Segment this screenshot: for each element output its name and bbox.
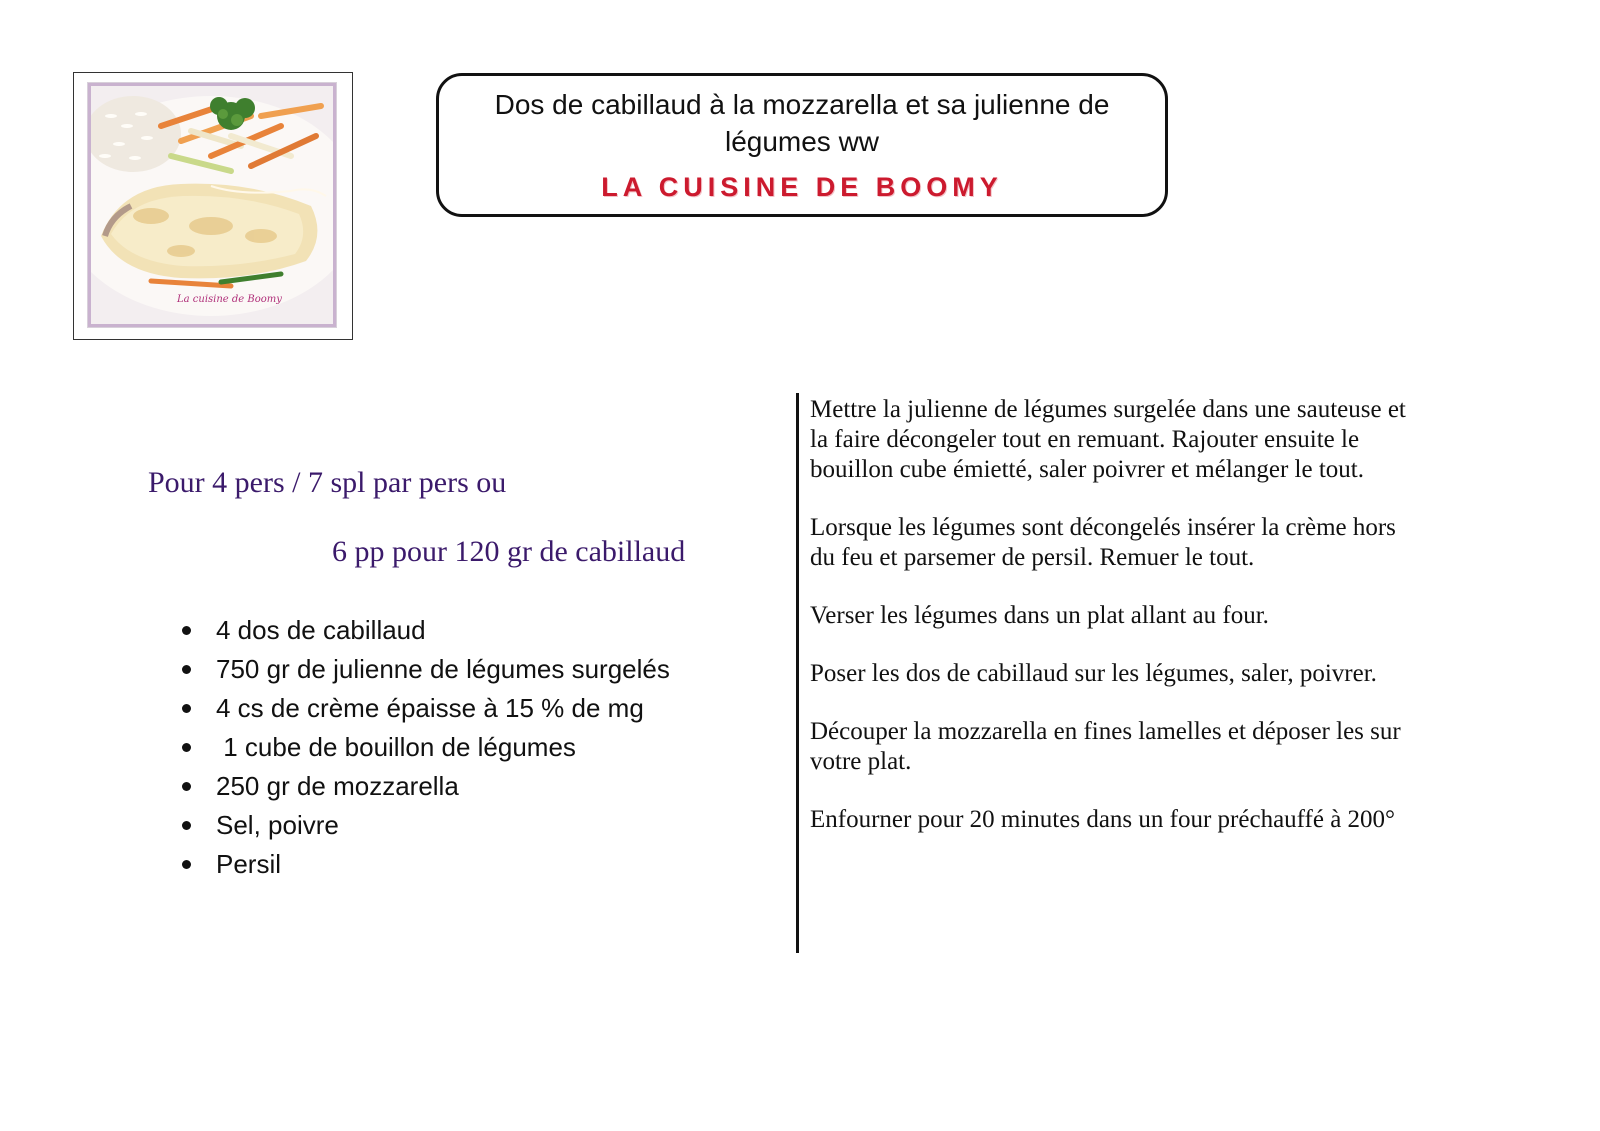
ingredient-text: 4 cs de crème épaisse à 15 % de mg: [216, 693, 644, 723]
bullet-icon: [182, 821, 191, 830]
list-item: [176, 611, 670, 650]
preparation-steps: [810, 395, 1410, 863]
step-paragraph: Poser les dos de cabillaud sur les légumes, saler, poivrer.: [810, 660, 1377, 687]
bullet-icon: [182, 704, 191, 713]
ingredient-text: Persil: [216, 849, 282, 879]
recipe-photo: [88, 83, 336, 327]
step-paragraph: Mettre la julienne de légumes surgelée dans une sauteuse et la faire décongeler tout en remuant. Rajouter ensuite le bouillon cube émietté, saler poivrer et mélanger le tout.: [810, 396, 1406, 483]
ingredients-list: [176, 611, 670, 884]
brand-name: LA CUISINE DE BOOMY: [601, 172, 1003, 202]
recipe-header: [436, 73, 1168, 217]
list-item: [176, 767, 670, 806]
column-divider: [796, 393, 799, 953]
portion-info-line-2: 6 pp pour 120 gr de cabillaud: [332, 535, 686, 568]
recipe-photo-frame: [73, 72, 353, 340]
list-item: [176, 806, 670, 845]
step-paragraph: Lorsque les légumes sont décongelés insérer la crème hors du feu et parsemer de persil. Remuer le tout.: [810, 514, 1396, 571]
list-item: [176, 845, 670, 884]
bullet-icon: [182, 743, 191, 752]
ingredient-text: 4 dos de cabillaud: [216, 615, 426, 645]
list-item: [176, 650, 670, 689]
ingredient-text: 1 cube de bouillon de légumes: [216, 732, 576, 762]
ingredient-text: Sel, poivre: [216, 810, 339, 840]
photo-watermark: La cuisine de Boomy: [177, 294, 282, 305]
ingredient-text: 250 gr de mozzarella: [216, 771, 459, 801]
list-item: [176, 689, 670, 728]
step-paragraph: Découper la mozzarella en fines lamelles et déposer les sur votre plat.: [810, 718, 1401, 775]
ingredient-text: 750 gr de julienne de légumes surgelés: [216, 654, 670, 684]
step-paragraph: Verser les légumes dans un plat allant au four.: [810, 602, 1269, 629]
portion-info-line-1: Pour 4 pers / 7 spl par pers ou: [148, 466, 507, 499]
dish-illustration: [91, 86, 333, 324]
bullet-icon: [182, 665, 191, 674]
list-item: [176, 728, 670, 767]
step-paragraph: Enfourner pour 20 minutes dans un four préchauffé à 200°: [810, 806, 1396, 833]
bullet-icon: [182, 626, 191, 635]
recipe-title: Dos de cabillaud à la mozzarella et sa julienne de légumes ww: [494, 89, 1110, 157]
bullet-icon: [182, 782, 191, 791]
bullet-icon: [182, 860, 191, 869]
